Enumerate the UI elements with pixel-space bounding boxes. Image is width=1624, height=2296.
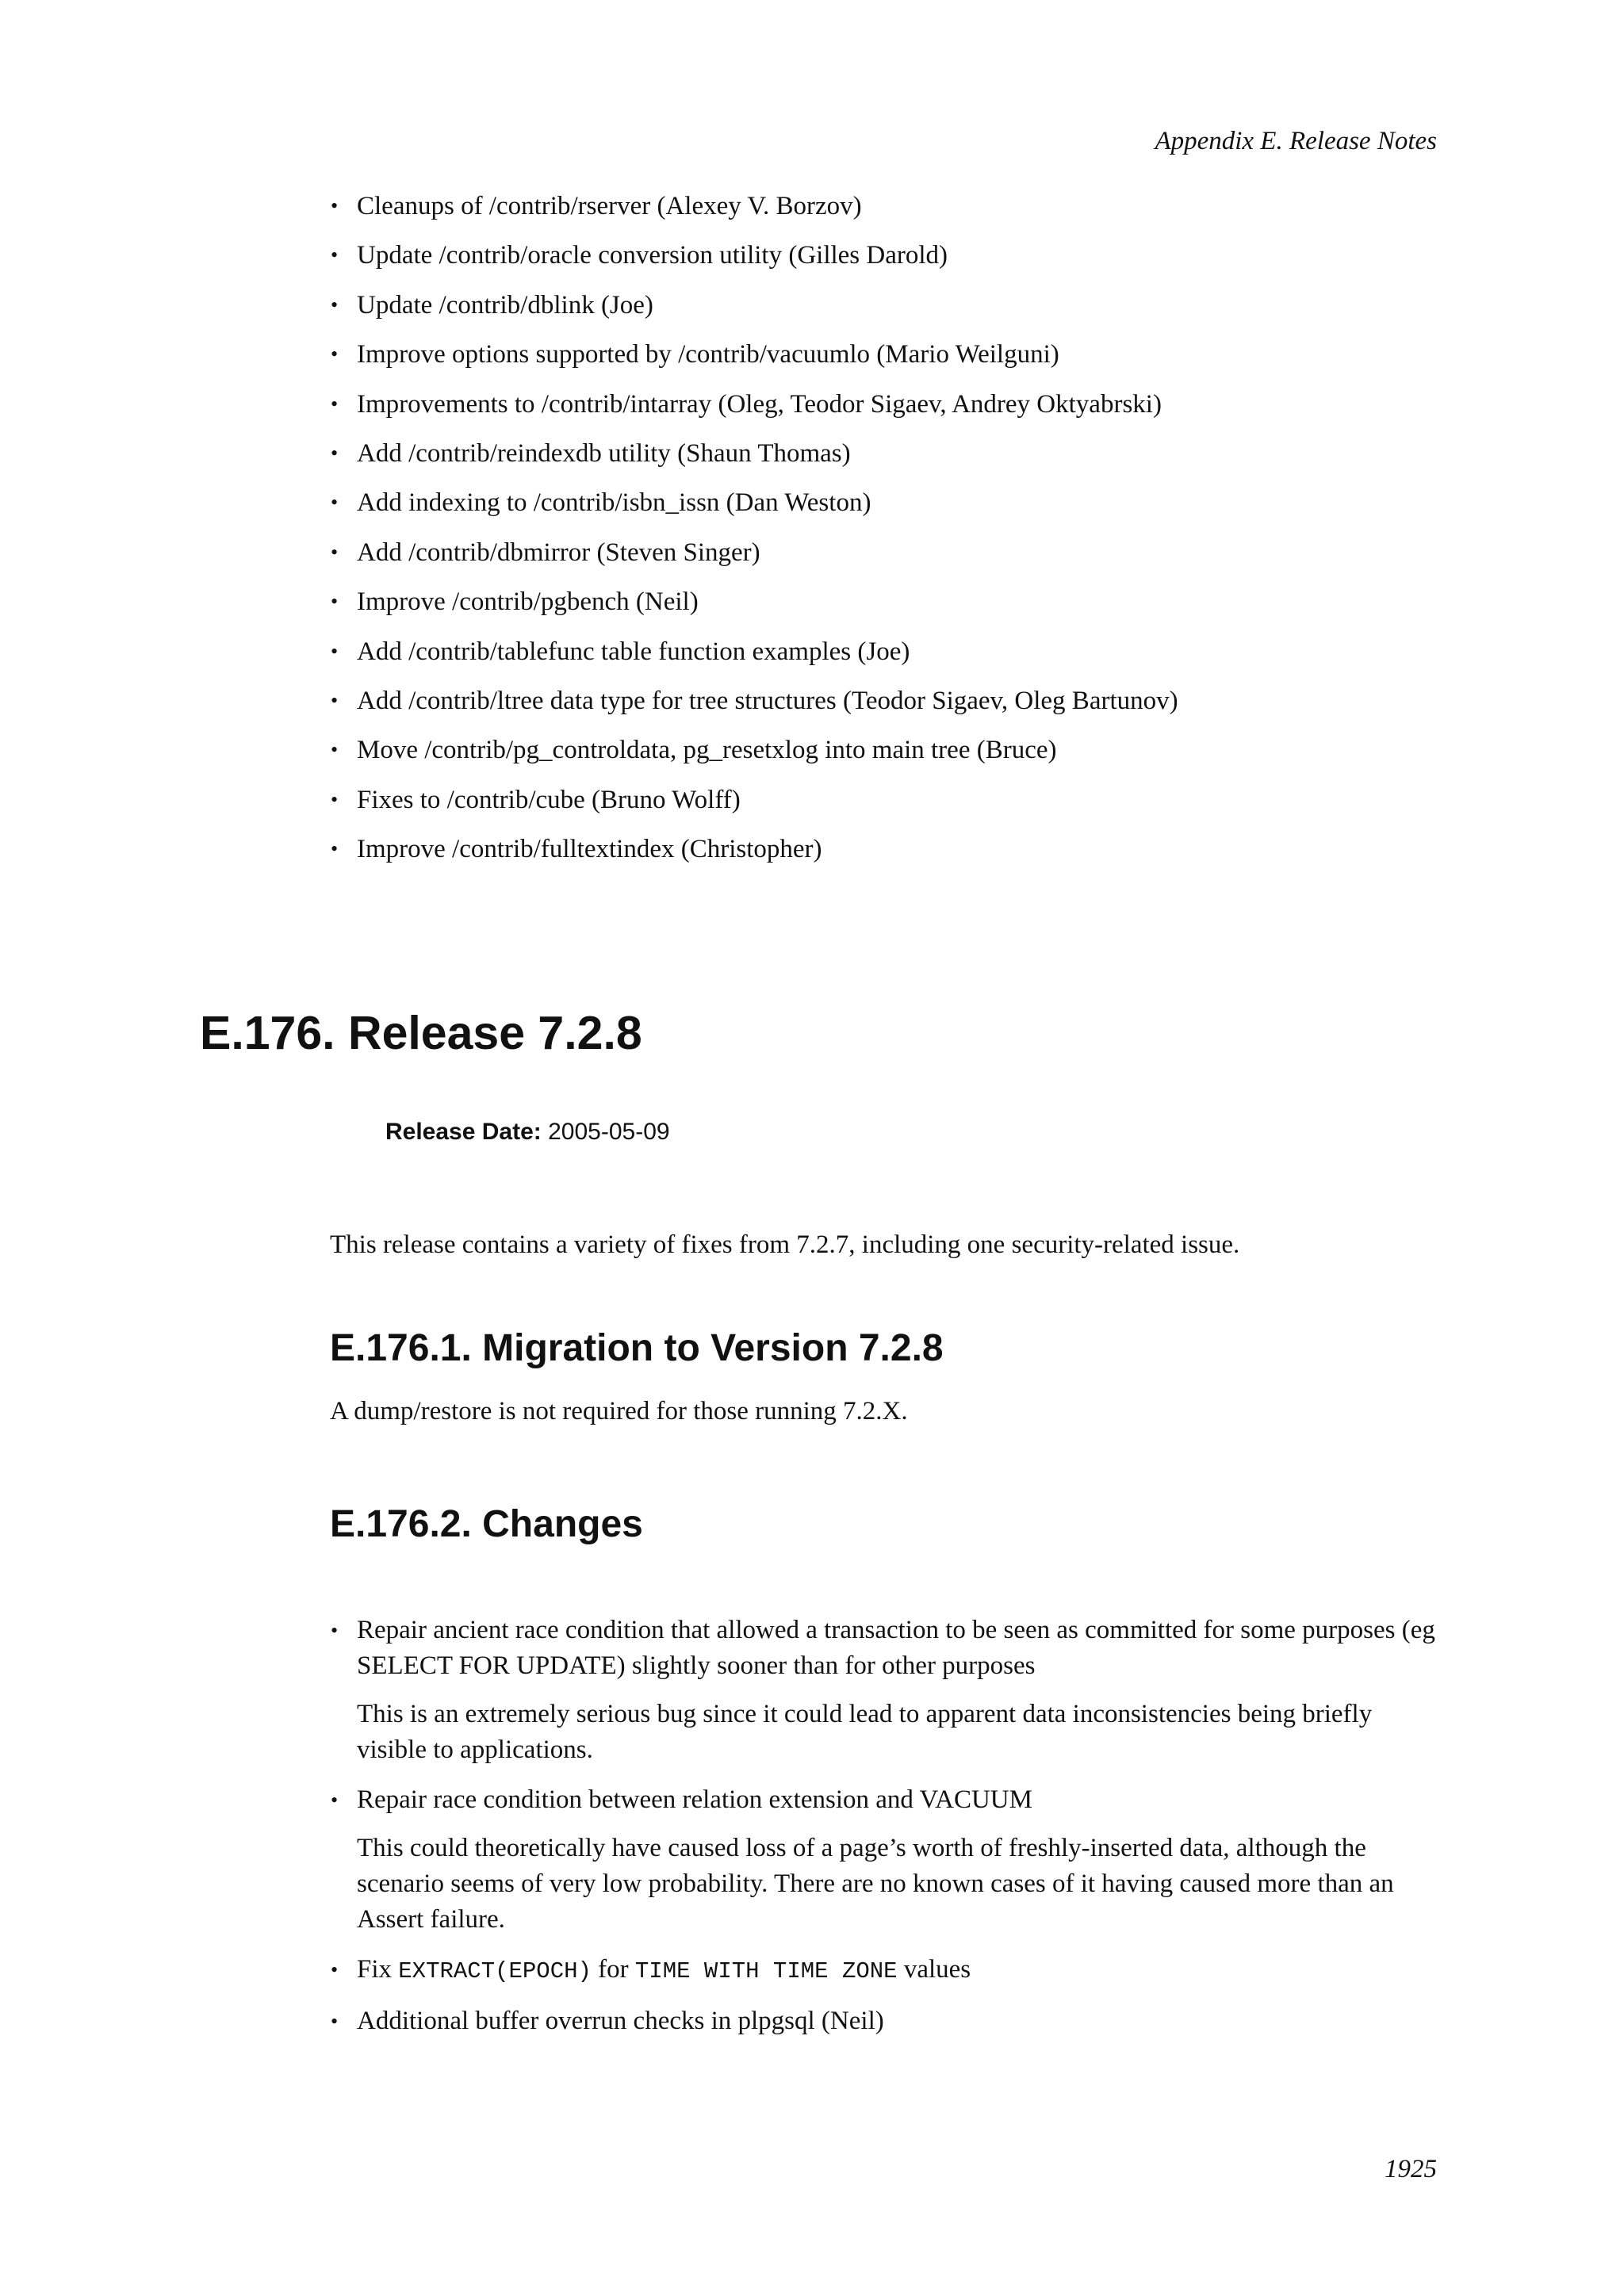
- bullet-icon: •: [331, 243, 339, 267]
- bullet-icon: •: [331, 491, 339, 515]
- running-header: Appendix E. Release Notes: [1155, 127, 1437, 155]
- list-item: [331, 537, 1435, 568]
- bullet-icon: •: [331, 639, 339, 663]
- bullet-icon: •: [331, 441, 339, 465]
- section-title: E.176. Release 7.2.8: [200, 1007, 642, 1059]
- list-item: [331, 289, 1435, 321]
- list-item: [331, 388, 1435, 420]
- code-extract-epoch: EXTRACT(EPOCH): [398, 1958, 592, 1984]
- bullet-icon: •: [331, 2010, 339, 2033]
- bullet-icon: •: [331, 342, 339, 366]
- fix-word: Fix: [357, 1955, 393, 1984]
- list-item: [331, 734, 1435, 766]
- bullet-icon: •: [331, 738, 339, 762]
- list-item: [331, 438, 1435, 469]
- bullet-icon: •: [331, 688, 339, 712]
- list-item: [331, 1613, 1437, 1768]
- list-item: [331, 586, 1435, 618]
- list-item: [331, 784, 1435, 816]
- change-detail: This could theoretically have caused loss of a page’s worth of freshly-inserted data, although the scenario seems of very low probability. There are no known cases of it having caused more than an Assert failure.: [357, 1834, 1394, 1934]
- bullet-icon: •: [331, 540, 339, 564]
- release-date-label: Release Date:: [385, 1119, 542, 1145]
- list-item: [331, 339, 1435, 370]
- change-summary: [357, 1952, 1437, 1989]
- list-item: [331, 833, 1435, 865]
- bullet-icon: •: [331, 392, 339, 415]
- values-word: values: [903, 1955, 971, 1984]
- list-item-text: Add /contrib/tablefunc table function examples (Joe): [357, 637, 910, 666]
- list-item-text: Cleanups of /contrib/rserver (Alexey V. Borzov): [357, 192, 862, 220]
- migration-paragraph: A dump/restore is not required for those running 7.2.X.: [330, 1397, 908, 1425]
- intro-paragraph: This release contains a variety of fixes from 7.2.7, including one security-related issue.: [330, 1230, 1240, 1259]
- change-summary: Repair race condition between relation extension and VACUUM: [357, 1785, 1032, 1814]
- list-item-text: Improve /contrib/pgbench (Neil): [357, 587, 699, 617]
- for-word: for: [598, 1955, 629, 1984]
- list-item: [331, 239, 1435, 271]
- release-date-value: 2005-05-09: [548, 1119, 670, 1145]
- bullet-icon: •: [331, 1619, 339, 1642]
- page-number: 1925: [1385, 2155, 1437, 2183]
- list-item-text: Add indexing to /contrib/isbn_issn (Dan Weston): [357, 488, 871, 518]
- code-time-with-time-zone: TIME WITH TIME ZONE: [634, 1958, 898, 1984]
- changes-title: E.176.2. Changes: [330, 1503, 643, 1545]
- bullet-icon: •: [331, 787, 339, 811]
- list-item: [331, 685, 1435, 717]
- list-item-text: Move /contrib/pg_controldata, pg_resetxlog into main tree (Bruce): [357, 736, 1057, 765]
- list-item: [331, 190, 1435, 222]
- list-item: [331, 1952, 1437, 1989]
- bullet-icon: •: [331, 837, 339, 861]
- list-item-text: Improvements to /contrib/intarray (Oleg, Teodor Sigaev, Andrey Oktyabrski): [357, 389, 1162, 419]
- list-item-text: Improve /contrib/fulltextindex (Christopher): [357, 835, 822, 864]
- list-item: [331, 1782, 1437, 1938]
- bullet-icon: •: [331, 194, 339, 217]
- list-item: [331, 487, 1435, 519]
- bullet-icon: •: [331, 1789, 339, 1812]
- list-item: [331, 636, 1435, 668]
- list-item-text: Add /contrib/reindexdb utility (Shaun Thomas): [357, 438, 851, 468]
- changes-list: [331, 1613, 1437, 2053]
- list-item-text: Update /contrib/dblink (Joe): [357, 290, 653, 320]
- bullet-icon: •: [331, 293, 339, 316]
- bullet-icon: •: [331, 590, 339, 614]
- change-detail: This is an extremely serious bug since it could lead to apparent data inconsistencies being briefly visible to applications.: [357, 1700, 1373, 1764]
- migration-title: E.176.1. Migration to Version 7.2.8: [330, 1327, 944, 1369]
- list-item-text: Update /contrib/oracle conversion utility (Gilles Darold): [357, 241, 948, 270]
- bullet-icon: •: [331, 1958, 339, 1981]
- list-item: [331, 2003, 1437, 2039]
- list-item-text: Fixes to /contrib/cube (Bruno Wolff): [357, 785, 741, 814]
- contrib-changes-list: [331, 190, 1435, 882]
- list-item-text: Add /contrib/dbmirror (Steven Singer): [357, 538, 760, 567]
- change-summary: Repair ancient race condition that allowed a transaction to be seen as committed for some purposes (eg SELECT FOR UPDATE) slightly sooner than for other purposes: [357, 1616, 1435, 1680]
- list-item-text: Add /contrib/ltree data type for tree structures (Teodor Sigaev, Oleg Bartunov): [357, 686, 1178, 715]
- release-date: [385, 1116, 670, 1148]
- list-item-text: Improve options supported by /contrib/vacuumlo (Mario Weilguni): [357, 340, 1059, 369]
- change-summary: Additional buffer overrun checks in plpgsql (Neil): [357, 2007, 884, 2035]
